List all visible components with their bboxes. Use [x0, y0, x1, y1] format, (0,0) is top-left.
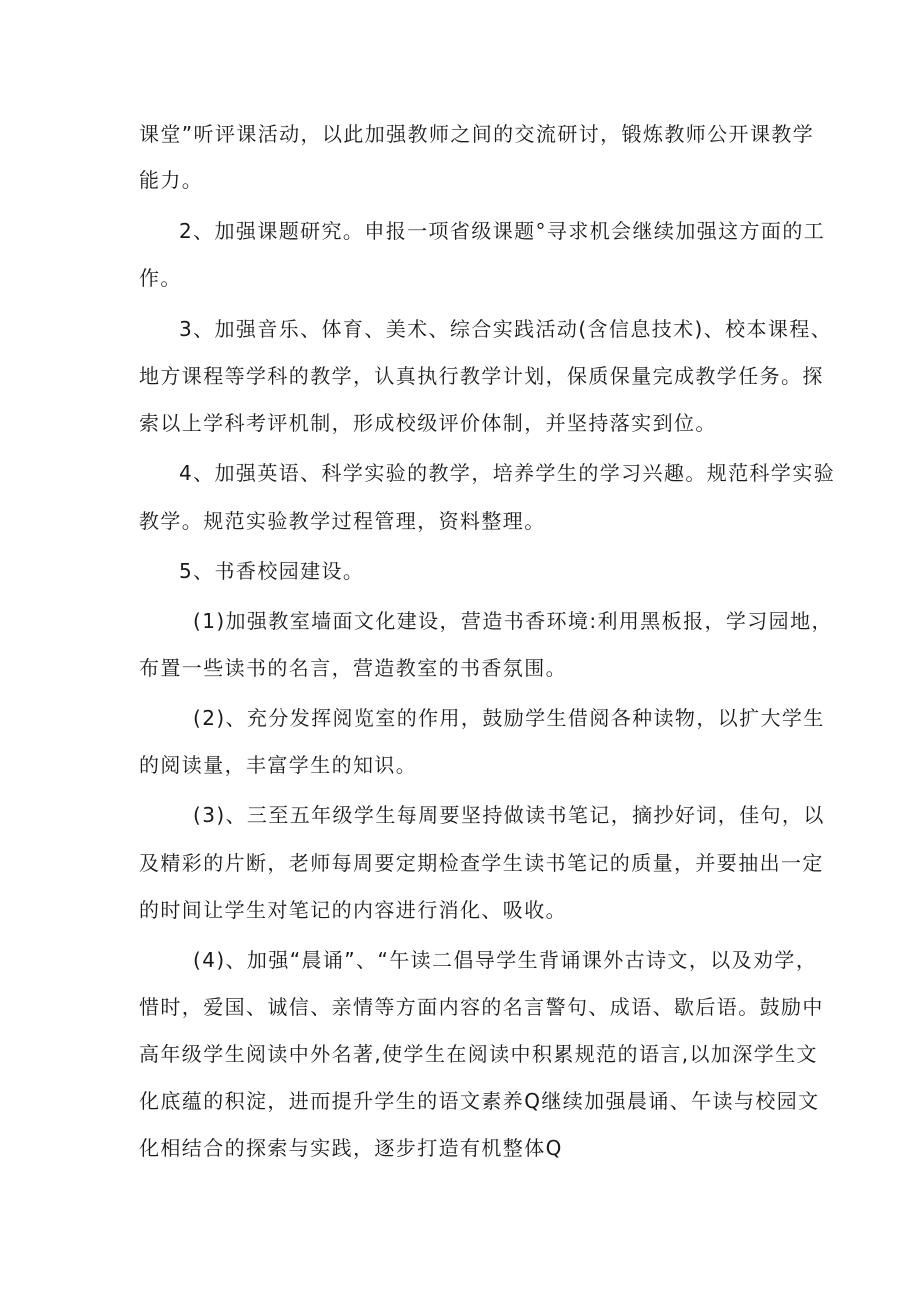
list-item-5: 5、书香校园建设。 — [179, 559, 365, 583]
text-line: 索以上学科考评机制，形成校级评价体制，并坚持落实到位。 — [139, 411, 717, 435]
sub-item-1: (1)加强教室墙面文化建设，营造书香环境:利用黑板报，学习园地， — [193, 609, 833, 633]
sub-item-4: (4)、加强“晨诵”、“午读二倡导学生背诵课外古诗文，以及劝学， — [193, 948, 818, 972]
list-item-3: 3、加强音乐、体育、美术、综合实践活动(含信息技术)、校本课程、 — [179, 317, 833, 341]
text-line: 的阅读量，丰富学生的知识。 — [139, 753, 418, 777]
text-line: 能力。 — [139, 168, 204, 192]
text-line: 化相结合的探索与实践，逐步打造有机整体Q — [139, 1136, 563, 1160]
text-line: 高年级学生阅读中外名著,使学生在阅读中积累规范的语言,以加深学生文 — [139, 1042, 818, 1066]
list-item-4: 4、加强英语、科学实验的教学，培养学生的学习兴趣。规范科学实验 — [179, 461, 836, 485]
sub-item-3: (3)、三至五年级学生每周要坚持做读书笔记，摘抄好词，佳句，以 — [193, 803, 825, 827]
text-line: 教学。规范实验教学过程管理，资料整理。 — [139, 509, 546, 533]
list-item-2: 2、加强课题研究。申报一项省级课题°寻求机会继续加强这方面的工 — [179, 219, 826, 243]
text-line: 的时间让学生对笔记的内容进行消化、吸收。 — [139, 898, 567, 922]
text-line: 地方课程等学科的教学，认真执行教学计划，保质保量完成教学任务。探 — [139, 364, 824, 388]
text-line: 化底蕴的积淀，进而提升学生的语文素养Q继续加强晨诵、午读与校园文 — [139, 1089, 820, 1113]
text-line: 惜时，爱国、诚信、亲情等方面内容的名言警句、成语、歇后语。鼓励中 — [139, 995, 824, 1019]
text-line: 作。 — [139, 266, 182, 290]
text-line: 布置一些读书的名言，营造教室的书香氛围。 — [139, 656, 567, 680]
sub-item-2: (2)、充分发挥阅览室的作用，鼓励学生借阅各种读物，以扩大学生 — [193, 706, 825, 730]
text-line: 及精彩的片断，老师每周要定期检查学生读书笔记的质量，并要抽出一定 — [139, 851, 824, 875]
text-line: 课堂”听评课活动，以此加强教师之间的交流研讨，锻炼教师公开课教学 — [139, 122, 815, 146]
